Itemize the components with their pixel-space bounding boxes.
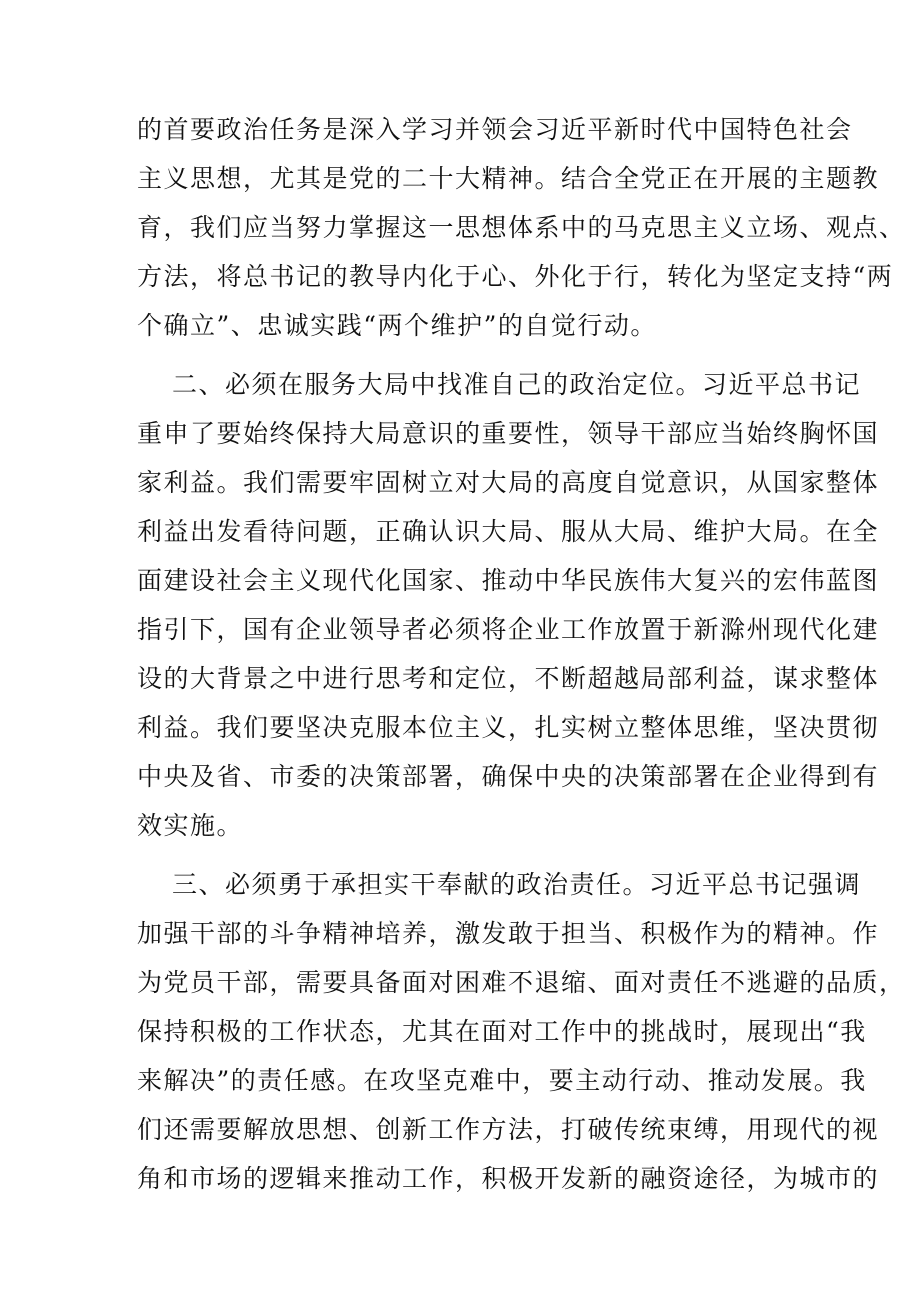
paragraph-2-line-9: 中央及省、市委的决策部署，确保中央的决策部署在企业得到有	[137, 762, 880, 791]
paragraph-2-line-10: 效实施。	[137, 811, 244, 840]
paragraph-1-line-5: 个确立”、忠诚实践“两个维护”的自觉行动。	[137, 311, 657, 340]
paragraph-2-line-1: 二、必须在服务大局中找准自己的政治定位。习近平总书记	[172, 370, 862, 399]
paragraph-3-line-3: 为党员干部，需要具备面对困难不退缩、面对责任不逃避的品质，	[137, 968, 906, 997]
paragraph-3-line-7: 角和市场的逻辑来推动工作，积极开发新的融资途径，为城市的	[137, 1164, 880, 1193]
paragraph-1-line-3: 育，我们应当努力掌握这一思想体系中的马克思主义立场、观点、	[137, 213, 906, 242]
paragraph-1-line-2: 主义思想，尤其是党的二十大精神。结合全党正在开展的主题教	[137, 164, 880, 193]
paragraph-2-line-3: 家利益。我们需要牢固树立对大局的高度自觉意识，从国家整体	[137, 468, 880, 497]
paragraph-2-line-2: 重申了要始终保持大局意识的重要性，领导干部应当始终胸怀国	[137, 419, 880, 448]
paragraph-2-line-4: 利益出发看待问题，正确认识大局、服从大局、维护大局。在全	[137, 517, 880, 546]
paragraph-3-line-2: 加强干部的斗争精神培养，激发敢于担当、积极作为的精神。作	[137, 919, 880, 948]
paragraph-2-line-8: 利益。我们要坚决克服本位主义，扎实树立整体思维，坚决贯彻	[137, 713, 880, 742]
paragraph-3-line-1: 三、必须勇于承担实干奉献的政治责任。习近平总书记强调	[172, 870, 862, 899]
paragraph-3-line-5: 来解决”的责任感。在攻坚克难中，要主动行动、推动发展。我	[137, 1066, 867, 1095]
paragraph-1-line-1: 的首要政治任务是深入学习并领会习近平新时代中国特色社会	[137, 115, 853, 144]
paragraph-3-line-6: 们还需要解放思想、创新工作方法，打破传统束缚，用现代的视	[137, 1115, 880, 1144]
paragraph-2-line-6: 指引下，国有企业领导者必须将企业工作放置于新滁州现代化建	[137, 615, 880, 644]
paragraph-3-line-4: 保持积极的工作状态，尤其在面对工作中的挑战时，展现出“我	[137, 1017, 867, 1046]
paragraph-2-line-7: 设的大背景之中进行思考和定位，不断超越局部利益，谋求整体	[137, 664, 880, 693]
paragraph-1-line-4: 方法，将总书记的教导内化于心、外化于行，转化为坚定支持“两	[137, 262, 894, 291]
paragraph-2-line-5: 面建设社会主义现代化国家、推动中华民族伟大复兴的宏伟蓝图	[137, 566, 880, 595]
